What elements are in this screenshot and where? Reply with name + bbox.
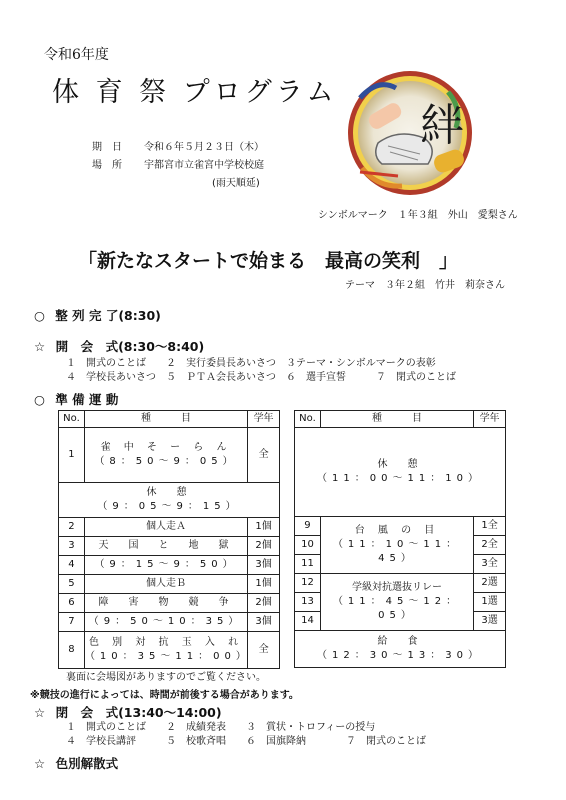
page-title: 体 育 祭 プログラム	[52, 77, 338, 108]
slogan: 「新たなスタートで始まる 最高の笑利 」	[78, 250, 459, 272]
event-name: 個人走Ｂ	[84, 575, 247, 594]
table-row: 13 1選	[295, 593, 506, 612]
lineup-label: 整 列 完 了	[55, 308, 119, 323]
col-event-header: 種 目	[84, 411, 247, 428]
event-time: （9：15～9：50）	[84, 556, 247, 575]
table-row: 7 （9：50～10：35） 3個	[59, 613, 280, 632]
event-name: 天 国 と 地 獄	[84, 537, 247, 556]
table-row: 6 障 害 物 競 争 2個	[59, 594, 280, 613]
opening-line-1: １ 開式のことば ２ 実行委員長あいさつ ３テーマ・シンボルマークの表彰	[66, 358, 436, 369]
opening-bullet-icon: ☆	[34, 339, 46, 354]
event-time: （8：50～9：05）	[94, 456, 238, 467]
opening-time: (8:30～8:40)	[118, 339, 205, 354]
lunch-time: （12：30～13：30）	[317, 650, 483, 661]
col-grade-header: 学年	[248, 411, 280, 428]
opening-line-2: ４ 学校長あいさつ ５ ＰＴＡ会長あいさつ ６ 選手宣誓 ７ 閉式のことば	[66, 372, 456, 383]
table-row	[59, 483, 280, 518]
table-row: 3 天 国 と 地 獄 2個	[59, 537, 280, 556]
table-row	[295, 631, 506, 668]
col-no-header: No.	[59, 411, 85, 428]
slogan-caption: テーマ ３年２組 竹井 莉奈さん	[345, 280, 505, 291]
lunch-label: 給 食	[377, 636, 423, 647]
lineup-bullet-icon: ○	[34, 308, 45, 323]
emblem-kanji: 絆	[420, 100, 464, 151]
closing-label: 閉 会 式	[55, 705, 119, 720]
symbol-mark-caption: シンボルマーク １年３組 外山 愛梨さん	[318, 210, 518, 221]
table-row: 2 個人走Ａ 1個	[59, 518, 280, 537]
map-note: 裏面に会場図がありますのでご覧ください。	[66, 672, 266, 683]
table-row: 12 学級対抗選抜リレー （11：45～12：05） 2選	[295, 574, 506, 593]
prep-label: 準 備 運 動	[55, 392, 119, 407]
program-table-left	[58, 410, 280, 669]
event-name: 台 風 の 目	[354, 525, 440, 536]
place-value: 宇都宮市立雀宮中学校校庭	[144, 160, 264, 171]
event-name: 障 害 物 競 争	[84, 594, 247, 613]
fiscal-year: 令和6年度	[44, 47, 109, 63]
table-row: 1 雀 中 そ ー ら ん （8：50～9：05） 全	[59, 428, 280, 483]
table-row: 4 （9：15～9：50） 3個	[59, 556, 280, 575]
dismissal-label: 色別解散式	[55, 756, 119, 771]
dismissal-bullet-icon: ☆	[34, 756, 46, 771]
opening-label: 開 会 式	[55, 339, 119, 354]
col-event-header: 種 目	[320, 411, 473, 428]
place-label: 場 所	[92, 160, 122, 171]
rain-note: (雨天順延)	[212, 178, 260, 189]
event-time: （11：10～11：45）	[332, 539, 462, 564]
table-row: 9 台 風 の 目 （11：10～11：45） 1全	[295, 517, 506, 536]
event-name: 色 別 対 抗 玉 入 れ	[89, 637, 244, 648]
closing-line-1: １ 開式のことば ２ 成績発表 ３ 賞状・トロフィーの授与	[66, 722, 376, 733]
rest-label: 休 憩	[146, 487, 192, 498]
timing-warning: ※競技の進行によっては、時間が前後する場合があります。	[30, 690, 299, 701]
event-name: 学級対抗選抜リレー	[352, 582, 443, 593]
rest-time: （11：00～11：10）	[317, 473, 483, 484]
table-row: 10 2全	[295, 536, 506, 555]
event-name: 個人走Ａ	[84, 518, 247, 537]
event-time: （10：35～11：00）	[84, 651, 251, 662]
col-grade-header: 学年	[474, 411, 506, 428]
event-name: 雀 中 そ ー ら ん	[100, 442, 232, 453]
table-row	[295, 428, 506, 517]
prep-bullet-icon: ○	[34, 392, 45, 407]
closing-line-2: ４ 学校長講評 ５ 校歌斉唱 ６ 国旗降納 ７ 閉式のことば	[66, 736, 426, 747]
rest-label: 休 憩	[377, 459, 423, 470]
table-row: 5 個人走Ｂ 1個	[59, 575, 280, 594]
table-row: 14 3選	[295, 612, 506, 631]
symbol-mark-emblem	[338, 68, 478, 198]
closing-bullet-icon: ☆	[34, 705, 46, 720]
date-value: 令和６年５月２３日（木）	[144, 142, 264, 153]
date-label: 期 日	[92, 142, 122, 153]
lineup-time: (8:30)	[118, 308, 161, 323]
col-no-header: No.	[295, 411, 321, 428]
program-table-right	[294, 410, 506, 668]
rest-time: （9：05～9：15）	[97, 501, 241, 512]
event-time: （9：50～10：35）	[84, 613, 247, 632]
table-row: 8 色 別 対 抗 玉 入 れ （10：35～11：00） 全	[59, 632, 280, 669]
table-row: 11 3全	[295, 555, 506, 574]
closing-time: (13:40～14:00)	[118, 705, 222, 720]
event-time: （11：45～12：05）	[332, 596, 462, 621]
